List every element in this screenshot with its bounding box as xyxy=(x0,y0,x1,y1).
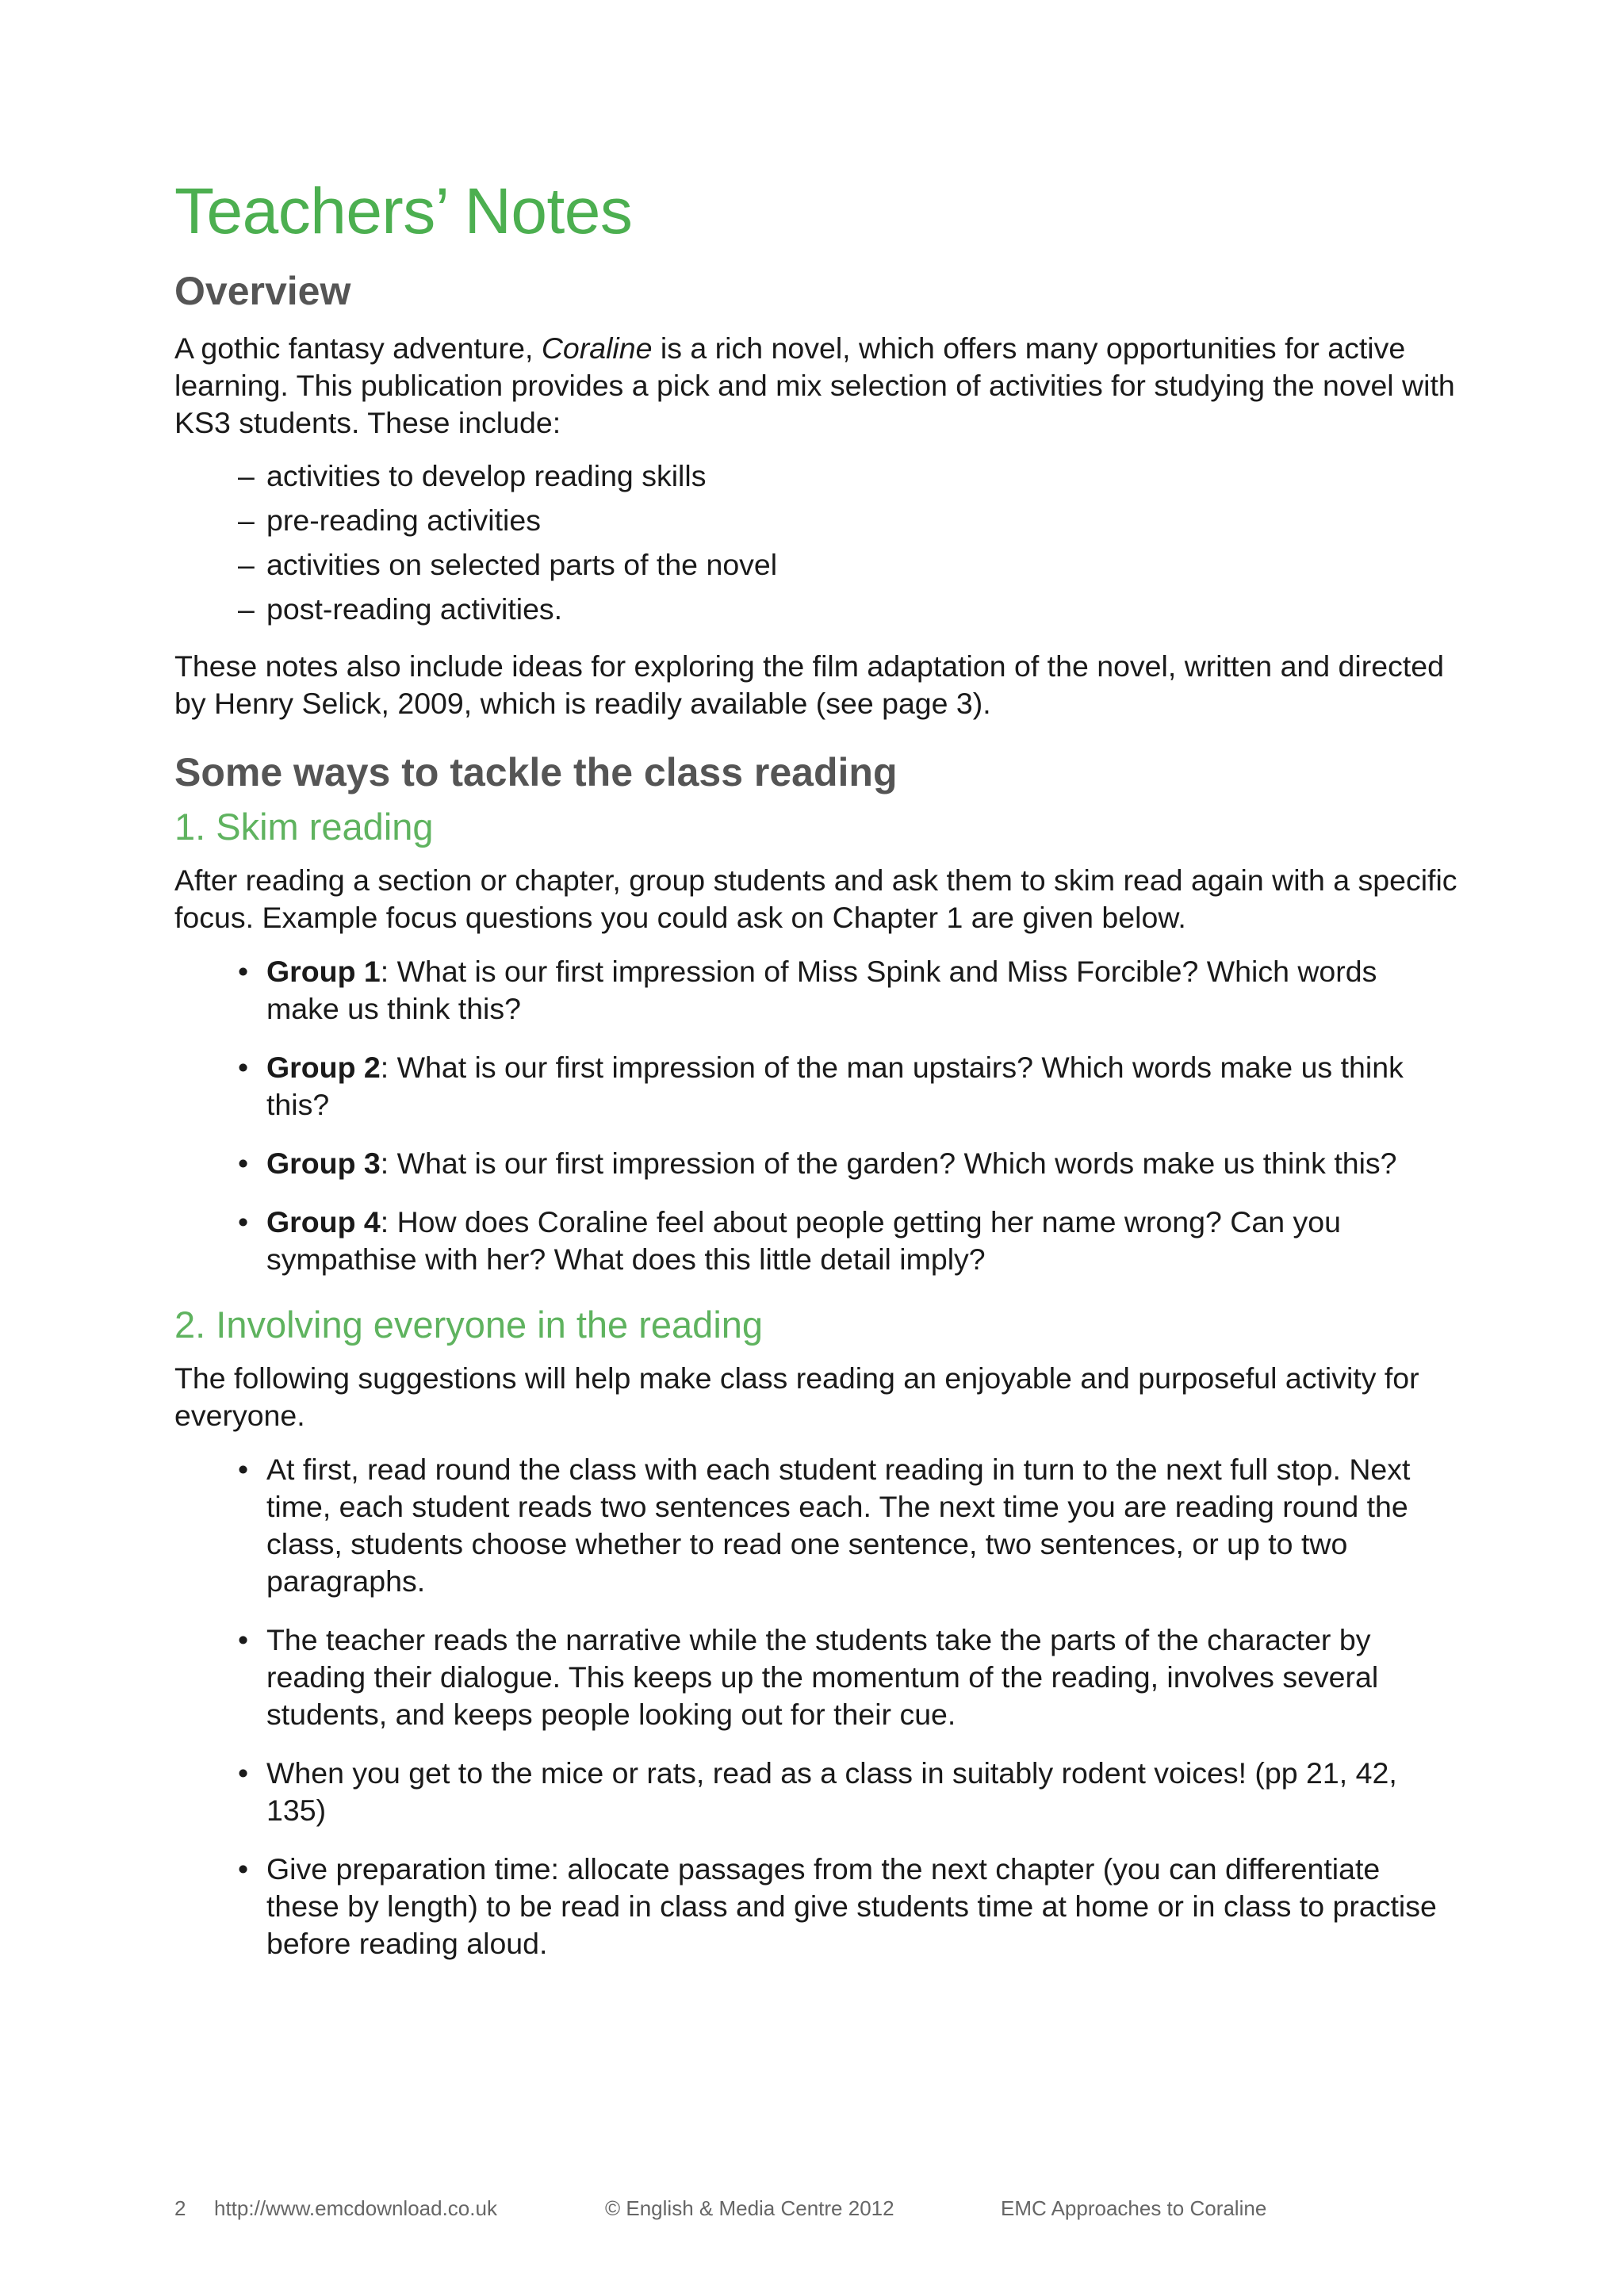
ways-section xyxy=(174,749,1483,795)
skim-groups-block xyxy=(174,953,1483,1300)
dash-marker: – xyxy=(238,503,255,537)
footer-copyright: © English & Media Centre 2012 xyxy=(605,2196,894,2220)
group-label: Group 2 xyxy=(266,1051,381,1084)
bullet-marker: • xyxy=(238,955,249,988)
involving-section xyxy=(174,1303,1483,1346)
group-question: : What is our first impression of Miss Spink and Miss Forcible? Which words make us think this? xyxy=(266,955,1377,1025)
page-title: Teachers’ Notes xyxy=(174,175,633,247)
overview-list xyxy=(174,454,1483,631)
list-item-text: The teacher reads the narrative while the students take the parts of the character by reading their dialogue. This keeps up the momentum of the reading, involves several students, and keeps people looking out for their cue. xyxy=(266,1623,1379,1731)
skim-intro-paragraph: After reading a section or chapter, group students and ask them to skim read again with a specific focus. Example focus questions you could ask on Chapter 1 are given below. xyxy=(174,863,1457,934)
bullet-marker: • xyxy=(238,1147,249,1180)
involving-intro xyxy=(174,1360,1483,1434)
bullet-marker: • xyxy=(238,1453,249,1486)
list-item xyxy=(238,498,1483,542)
dash-marker: – xyxy=(238,459,255,492)
list-item xyxy=(238,1755,1456,1829)
bullet-marker: • xyxy=(238,1623,249,1656)
group-label: Group 3 xyxy=(266,1147,381,1180)
page-number: 2 xyxy=(174,2196,186,2220)
bullet-marker: • xyxy=(238,1852,249,1886)
dash-marker: – xyxy=(238,592,255,626)
list-item-text: When you get to the mice or rats, read as a class in suitably rodent voices! (pp 21, 42, 135) xyxy=(266,1756,1397,1827)
overview-intro xyxy=(174,330,1483,442)
list-item xyxy=(238,542,1483,587)
involving-items-block xyxy=(174,1451,1483,1984)
overview-intro-paragraph xyxy=(174,330,1483,442)
bullet-marker: • xyxy=(238,1051,249,1084)
group-label: Group 4 xyxy=(266,1205,381,1239)
skim-section xyxy=(174,805,1483,848)
bullet-marker: • xyxy=(238,1205,249,1239)
group-label: Group 1 xyxy=(266,955,381,988)
list-item-text: post-reading activities. xyxy=(266,592,563,626)
list-item xyxy=(238,454,1483,498)
list-item xyxy=(238,1451,1456,1600)
list-item-text: activities to develop reading skills xyxy=(266,459,707,492)
list-item xyxy=(238,1145,1456,1182)
group-question: : What is our first impression of the man upstairs? Which words make us think this? xyxy=(266,1051,1404,1121)
list-item xyxy=(238,953,1456,1028)
overview-section xyxy=(174,268,1483,314)
film-note xyxy=(174,648,1483,722)
bullet-marker: • xyxy=(238,1756,249,1790)
skim-intro xyxy=(174,862,1483,936)
intro-text-after: is a rich novel, which offers many opportunities for active learning. This publication provides a pick and mix selection of activities for studying the novel with KS3 students. These include: xyxy=(174,331,1455,439)
list-item-text: Give preparation time: allocate passages from the next chapter (you can differentiate these by length) to be read in class and give students time at home or in class to practise before reading aloud. xyxy=(266,1852,1437,1960)
overview-heading: Overview xyxy=(174,269,351,313)
involving-heading: 2. Involving everyone in the reading xyxy=(174,1304,764,1346)
list-item xyxy=(238,1851,1456,1962)
list-item-text: At first, read round the class with each student reading in turn to the next full stop. Next time, each student reads two sentences each. The next time you are reading round the class, students choose whether to read one sentence, two sentences, or up to two paragraphs. xyxy=(266,1453,1411,1598)
list-item-text: pre-reading activities xyxy=(266,503,541,537)
group-question: : What is our first impression of the garden? Which words make us think this? xyxy=(380,1147,1397,1180)
involving-intro-paragraph: The following suggestions will help make class reading an enjoyable and purposeful activity for everyone. xyxy=(174,1361,1419,1432)
overview-list-block xyxy=(174,454,1483,631)
intro-title-italic: Coraline xyxy=(541,331,653,365)
list-item-text: activities on selected parts of the novel xyxy=(266,548,778,581)
ways-heading: Some ways to tackle the class reading xyxy=(174,750,898,794)
skim-heading: 1. Skim reading xyxy=(174,806,434,848)
dash-marker: – xyxy=(238,548,255,581)
skim-groups-list xyxy=(174,953,1483,1278)
footer-publication: EMC Approaches to Coraline xyxy=(1001,2196,1267,2220)
list-item xyxy=(238,1621,1456,1733)
list-item xyxy=(238,1049,1456,1124)
film-note-paragraph: These notes also include ideas for exploring the film adaptation of the novel, written and directed by Henry Selick, 2009, which is readily available (see page 3). xyxy=(174,649,1444,720)
list-item xyxy=(238,587,1483,631)
intro-text-before: A gothic fantasy adventure, xyxy=(174,331,542,365)
footer-url: http://www.emcdownload.co.uk xyxy=(214,2196,497,2220)
list-item xyxy=(238,1204,1456,1278)
group-question: : How does Coraline feel about people getting her name wrong? Can you sympathise with her? What does this little detail imply? xyxy=(266,1205,1341,1276)
involving-items-list xyxy=(174,1451,1483,1962)
